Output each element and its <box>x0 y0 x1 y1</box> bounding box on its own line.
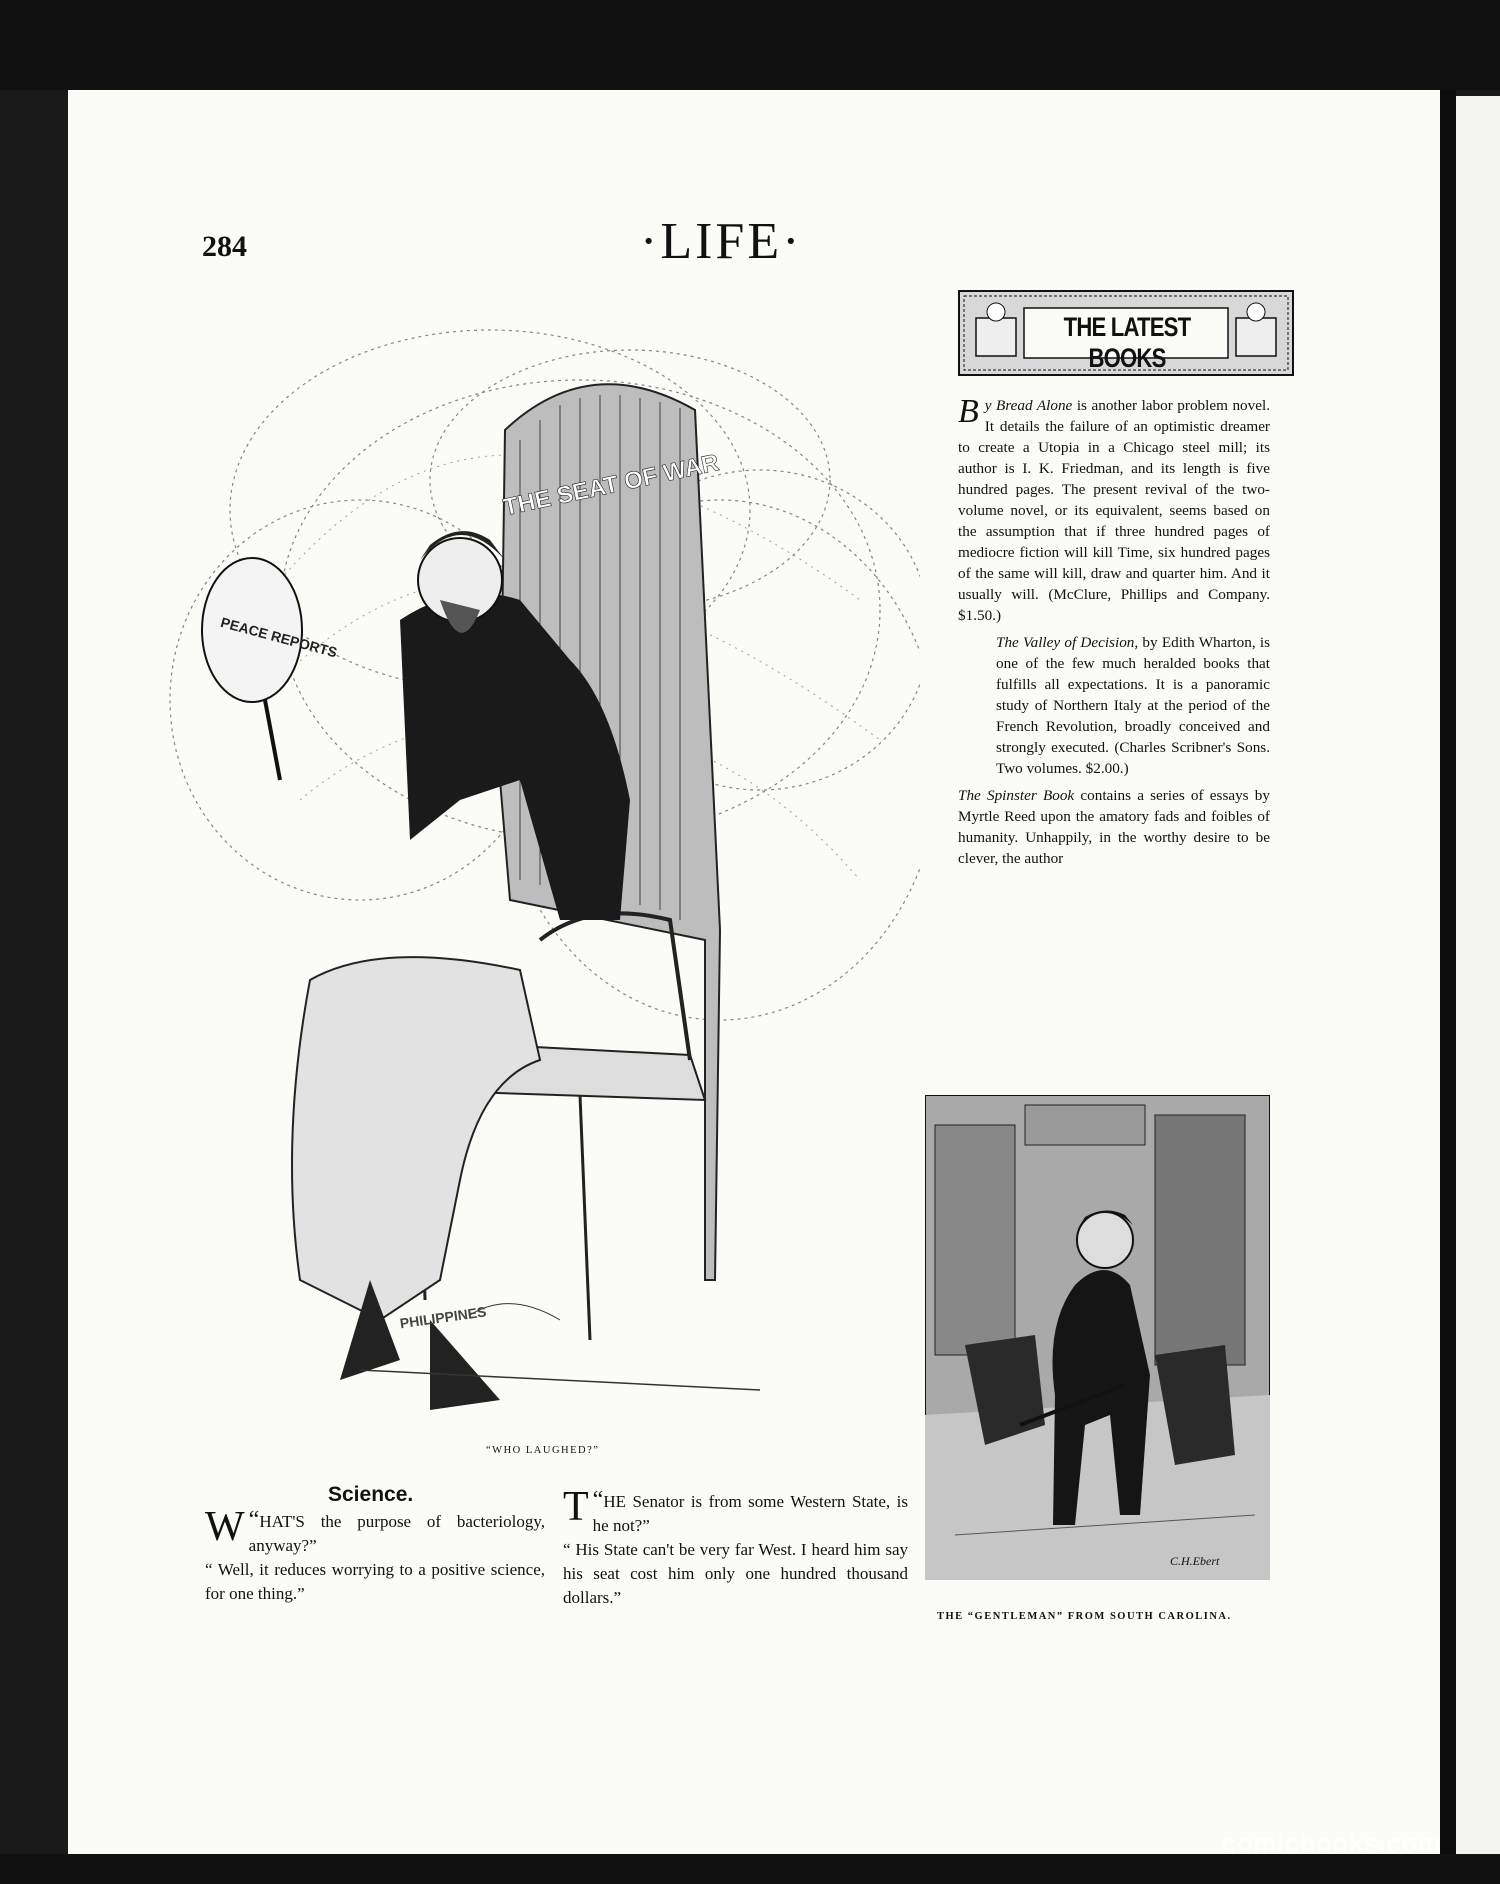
artist-signature: C.H.Ebert <box>1170 1554 1220 1568</box>
svg-text:PEACE REPORTS: PEACE REPORTS <box>219 613 339 661</box>
dropcap: T <box>563 1484 589 1530</box>
book-icon-left <box>976 318 1016 356</box>
joke-senator: “ T HE Senator is from some Western State, is he not?” “ His State can't be very far West. I heard him say his seat cost him only one hundred thousand dollars.” <box>563 1484 908 1607</box>
facing-page-edge <box>1456 96 1500 1854</box>
science-title: Science. <box>328 1483 414 1506</box>
latest-books-title: THE LATEST BOOKS <box>1063 312 1191 373</box>
cartoon-caption: “WHO LAUGHED?” <box>486 1445 600 1456</box>
book-icon-right <box>1236 318 1276 356</box>
book-review-column <box>958 395 1270 875</box>
review-spinster-book: The Spinster Book contains a series of essays by Myrtle Reed upon the amatory fads and foibles of humanity. Unhappily, in the worthy desire to be clever, the author <box>958 787 1270 867</box>
svg-text:PHILIPPINES: PHILIPPINES <box>398 1303 488 1332</box>
masthead-title: ·LIFE· <box>640 213 803 270</box>
scan-border <box>0 0 1500 90</box>
review-bread-alone: By Bread Alone is another labor problem novel. It details the failure of an optimistic dreamer to create a Utopia in a Chicago steel mill; its author is I. K. Friedman, and its length is five hundred pages. The present revival of the two-volume novel, or its equivalent, seems based on the assumption that if three hundred pages of mediocre fiction will kill Time, six hundred pages of the same will kill, draw and quarter him. And it usually will. (McClure, Phillips and Company. $1.50.) <box>958 393 1270 624</box>
cartoon-side-caption: THE “GENTLEMAN” FROM SOUTH CAROLINA. <box>937 1611 1232 1622</box>
dropcap: W <box>205 1504 245 1550</box>
svg-text:THE SEAT OF WAR: THE SEAT OF WAR <box>500 449 722 522</box>
cartoon-gentleman <box>925 1095 1270 1580</box>
dropcap: B <box>958 393 979 430</box>
site-watermark: comicbooks.com <box>1222 1828 1442 1858</box>
cartoon-seat-of-war <box>160 280 920 1440</box>
review-valley-of-decision: The Valley of Decision, by Edith Wharton, is one of the few much heralded books that fulfills all expectations. It is a panoramic study of Northern Italy at the period of the French Revolution, broadly conceived and strongly executed. (Charles Scribner's Sons. Two volumes. $2.00.) <box>996 634 1270 777</box>
joke-science: “ W HAT'S the purpose of bacteriology, anyway?” “ Well, it reduces worrying to a positive science, for one thing.” <box>205 1504 545 1603</box>
page-gutter <box>1440 90 1456 1854</box>
figure-trousers <box>292 957 540 1320</box>
page-number: 284 <box>202 230 247 263</box>
